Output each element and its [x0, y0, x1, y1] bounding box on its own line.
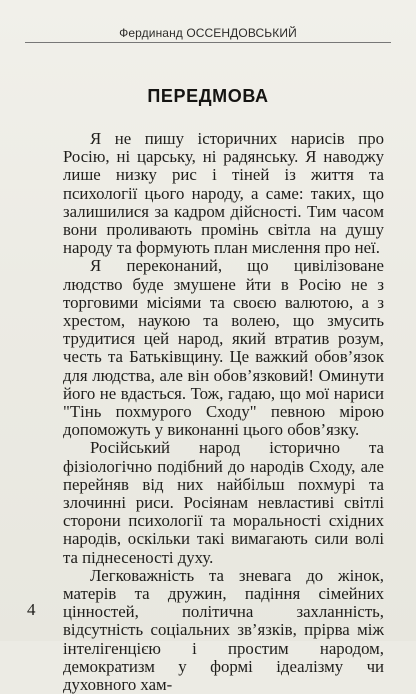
paragraph-4: Легковажність та зневага до жінок, матерів та дружин, падіння сімейних цінностей, політична захланність, відсутність соціальних зв’язків, прірва між інтелігенцією і простим народом, демократизм у формі ідеалізму чи духовного хам-	[63, 565, 384, 694]
page-number: 4	[27, 600, 36, 619]
running-header: Фердинанд ОССЕНДОВСЬКИЙ	[25, 24, 391, 43]
paragraph-1: Я не пишу історичних нарисів про Росію, ні царську, ні радянську. Я наводжу лише низку рис і тіней із життя та психології цього народу, а саме: таких, що залишилися за кадром дійсності. Тим часом вони проливають промінь світла на душу народу та формують план мислення про неї.	[63, 129, 384, 258]
body-text	[63, 130, 384, 694]
chapter-title: ПЕРЕДМОВА	[147, 86, 269, 106]
paragraph-3: Російський народ історично та фізіологічно подібний до народів Сходу, але перейняв від них найбільш похмурі та злочинні риси. Росіянам невластиві світлі сторони психології та моральності східних народів, оскільки такі вимагають сили волі та піднесеності духу.	[63, 438, 384, 567]
paragraph-2: Я переконаний, що цивілізоване людство буде змушене йти в Росію не з торговими місіями та своєю валютою, а з хрестом, наукою та волею, що змусить трудитися цей народ, який втратив розум, честь та Батьківщину. Це важкий обов’язок для людства, але він обов’язковий! Оминути його не вдасться. Тож, гадаю, що мої нариси "Тінь похмурого Сходу" певною мірою допоможуть у виконанні цього обов’язку.	[63, 256, 384, 440]
